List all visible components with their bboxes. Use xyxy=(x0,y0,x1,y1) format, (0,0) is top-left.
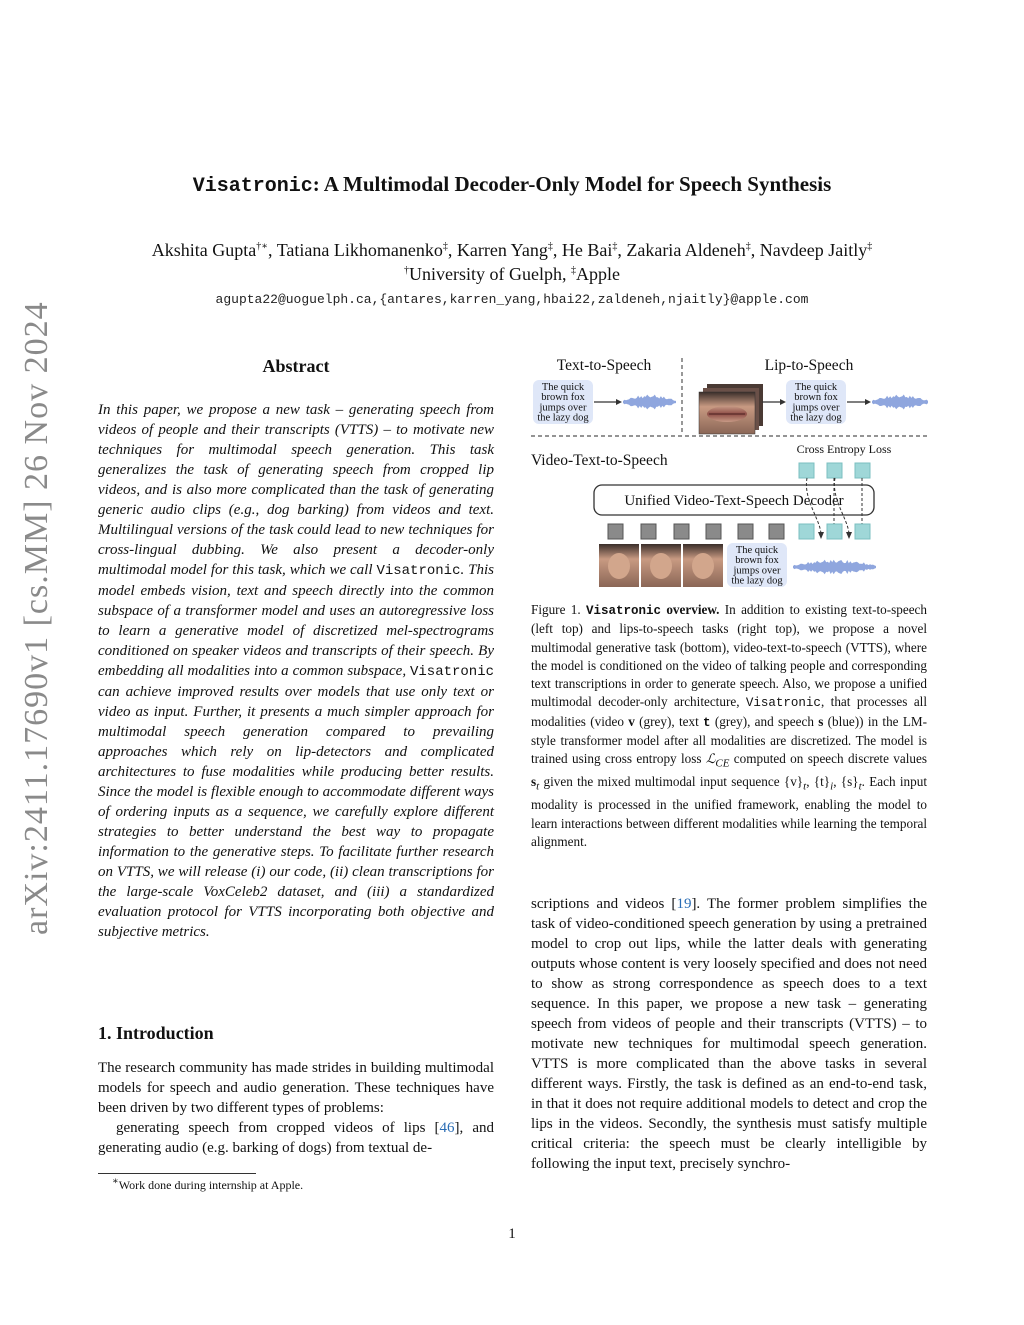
video-token xyxy=(608,524,623,539)
intro-paragraph: generating speech from cropped videos of lips [46], and generating audio (e.g. barking of dogs) from textual de- xyxy=(98,1120,494,1156)
lts-label: Lip-to-Speech xyxy=(764,357,854,374)
paper-title xyxy=(0,172,1024,198)
citation-link[interactable]: 46 xyxy=(439,1120,455,1136)
author-affiliation-mark: ‡ xyxy=(867,241,873,252)
footnote: ∗Work done during internship at Apple. xyxy=(112,1176,304,1192)
input-speech-tokens xyxy=(799,524,870,539)
author-name: Karren Yang xyxy=(456,240,548,260)
speech-token xyxy=(799,463,814,478)
affiliation-apple: Apple xyxy=(575,264,620,284)
speech-token xyxy=(827,463,842,478)
tts-sentence xyxy=(537,382,589,424)
output-speech-tokens xyxy=(799,463,870,478)
speech-token xyxy=(799,524,814,539)
author-affiliation-mark: †∗ xyxy=(256,241,268,252)
loss-label: Cross Entropy Loss xyxy=(796,442,892,456)
text-token xyxy=(706,524,721,539)
system-name: Visatronic xyxy=(376,563,461,579)
author-name: Navdeep Jaitly xyxy=(759,240,868,260)
author-name: He Bai xyxy=(561,240,613,260)
sentence-line: The quick xyxy=(794,382,838,393)
speech-token xyxy=(855,463,870,478)
footnote-divider xyxy=(98,1173,256,1174)
author-affiliation-mark: ‡ xyxy=(745,241,751,252)
speaker-video-frames xyxy=(599,544,723,587)
intro-paragraph: The research community has made strides in building multimodal models for speech and audio generation. These techniques have been driven by two different types of problems: xyxy=(98,1060,494,1116)
tts-speech-waveform xyxy=(623,395,676,410)
sentence-line: brown fox xyxy=(794,392,838,404)
citation-link[interactable]: 19 xyxy=(676,896,692,912)
introduction-body xyxy=(98,1058,494,1158)
sentence-line: jumps over xyxy=(792,402,840,414)
sentence-line: jumps over xyxy=(539,402,587,414)
text-token xyxy=(769,524,784,539)
author-affiliation-mark: ‡ xyxy=(547,241,553,252)
title-text: : A Multimodal Decoder-Only Model for Speech Synthesis xyxy=(312,172,832,196)
author-affiliation-mark: ‡ xyxy=(442,241,448,252)
author-name: Tatiana Likhomanenko xyxy=(276,240,443,260)
author-affiliation-mark: ‡ xyxy=(612,241,618,252)
author-emails: agupta22@uoguelph.ca,{antares,karren_yang,hbai22,zaldeneh,njaitly}@apple.com xyxy=(215,292,809,307)
text-token xyxy=(738,524,753,539)
vtts-sentence xyxy=(731,545,783,587)
author-name: Akshita Gupta xyxy=(151,240,257,260)
speech-token xyxy=(827,524,842,539)
affiliation-guelph: University of Guelph, xyxy=(409,264,571,284)
sentence-line: brown fox xyxy=(541,392,585,404)
abstract-heading: Abstract xyxy=(262,356,330,376)
lts-sentence xyxy=(790,382,842,424)
abstract-body: In this paper, we propose a new task – generating speech from videos of people and their transcripts (VTTS) – to motivate new techniques for multimodal speech generation. This task generalizes the task of generating speech from cropped lip videos, and is also more complicated than the task of generating generic audio clips (e.g., dog barking) from videos and text. Multilingual versions of the task could lead to new techniques for cross-lingual dubbing. We also present a decoder-only multimodal model for this task, which we call Visatronic. This model embeds vision, text and speech directly into the common subspace of a transformer model and uses an autoregressive loss to learn a generative model of discretized mel-spectrograms conditioned on speaker videos and transcripts of their speech. By embedding all modalities into a common subspace, Visatronic can achieve improved results over models that use only text or video as input. Further, it presents a much simpler approach for multimodal speech generation compared to prevailing approaches which rely on lip-detectors and complicated architectures to fuse modalities while producing better results. Since the model is flexible enough to accommodate different ways of ordering inputs as a sequence, we carefully explore different strategies to better understand the best way to propagate information to the generative steps. To facilitate further research on VTTS, we will release (i) our code, (ii) clean transcriptions for the large-scale VoxCeleb2 dataset, and (iii) a standardized evaluation protocol for VTTS incorporating both objective and subjective metrics. xyxy=(98,402,494,940)
sentence-line: the lazy dog xyxy=(790,412,842,424)
system-name: Visatronic xyxy=(409,664,494,680)
tts-label: Text-to-Speech xyxy=(556,357,652,374)
section-heading-introduction: 1. Introduction xyxy=(98,1023,214,1043)
page-number: 1 xyxy=(508,1226,516,1242)
sentence-line: the lazy dog xyxy=(537,412,589,424)
title-system-name: Visatronic xyxy=(192,175,313,198)
sentence-line: jumps over xyxy=(733,565,781,577)
figure-1-diagram xyxy=(531,350,931,595)
affiliations: †University of Guelph, ‡Apple xyxy=(404,264,620,284)
figure-1-caption: Figure 1. Visatronic overview. In addition to existing text-to-speech (left top) and lips-to-speech tasks (right top), we propose a novel multimodal generative task (bottom), video-text-to-speech (VTTS), where the model is conditioned on the video of talking people and corresponding text transcriptions in order to generate speech. Also, we propose a unified multimodal decoder-only architecture, Visatronic, that processes all modalities (video v (grey), text t (grey), and speech s (blue)) in the LM-style transformer model after all modalities are discretized. The model is trained using cross entropy loss ℒ$_{CE}$ computed on speech discrete values $s_t$ given the mixed multimodal input sequence $\{v\}_t$, $\{t\}_i$, $\{s\}_t$. Each input modality is processed in the unified framework, enabling the model to learn interactions between different modalities while learning the temporal alignment. xyxy=(531,602,927,849)
arxiv-side-stamp: arXiv:2411.17690v1 [cs.MM] 26 Nov 2024 xyxy=(18,301,55,935)
sentence-line: The quick xyxy=(735,545,779,556)
lip-video-frames xyxy=(699,384,763,434)
right-column-body: scriptions and videos [19]. The former problem simplifies the task of video-conditioned speech generation by using a pretrained model to crop out lips, while the latter deals with generating outputs whose content is very loosely specified and does not need to show as strong correspondence as speech does to a text sequence. In this paper, we propose a new task – generating speech from videos of people and their transcripts (VTTS) – to motivate new techniques for multimodal speech generation. VTTS is more complicated than the above tasks in several different ways. Firstly, the task is defined as an end-to-end task, in that it does not require additional models to detect and crop the lips in the videos. Secondly, the synthesis must satisfy multiple critical criteria: the speech must be clearly intelligible by following the input text, precisely synchro- xyxy=(531,896,927,1172)
sentence-line: brown fox xyxy=(735,555,779,567)
sentence-line: The quick xyxy=(541,382,585,393)
decoder-label: Unified Video-Text-Speech Decoder xyxy=(624,493,844,509)
author-name: Zakaria Aldeneh xyxy=(626,240,746,260)
input-grey-tokens xyxy=(608,524,784,539)
speech-token xyxy=(855,524,870,539)
video-token xyxy=(641,524,656,539)
lts-speech-waveform xyxy=(872,395,928,410)
vtts-label: Video-Text-to-Speech xyxy=(531,452,668,469)
video-token xyxy=(674,524,689,539)
sentence-line: the lazy dog xyxy=(731,575,783,587)
author-list: Akshita Gupta†∗, Tatiana Likhomanenko‡, Karren Yang‡, He Bai‡, Zakaria Aldeneh‡, Navdeep Jaitly‡ xyxy=(151,240,873,260)
vtts-speech-waveform xyxy=(793,560,876,575)
